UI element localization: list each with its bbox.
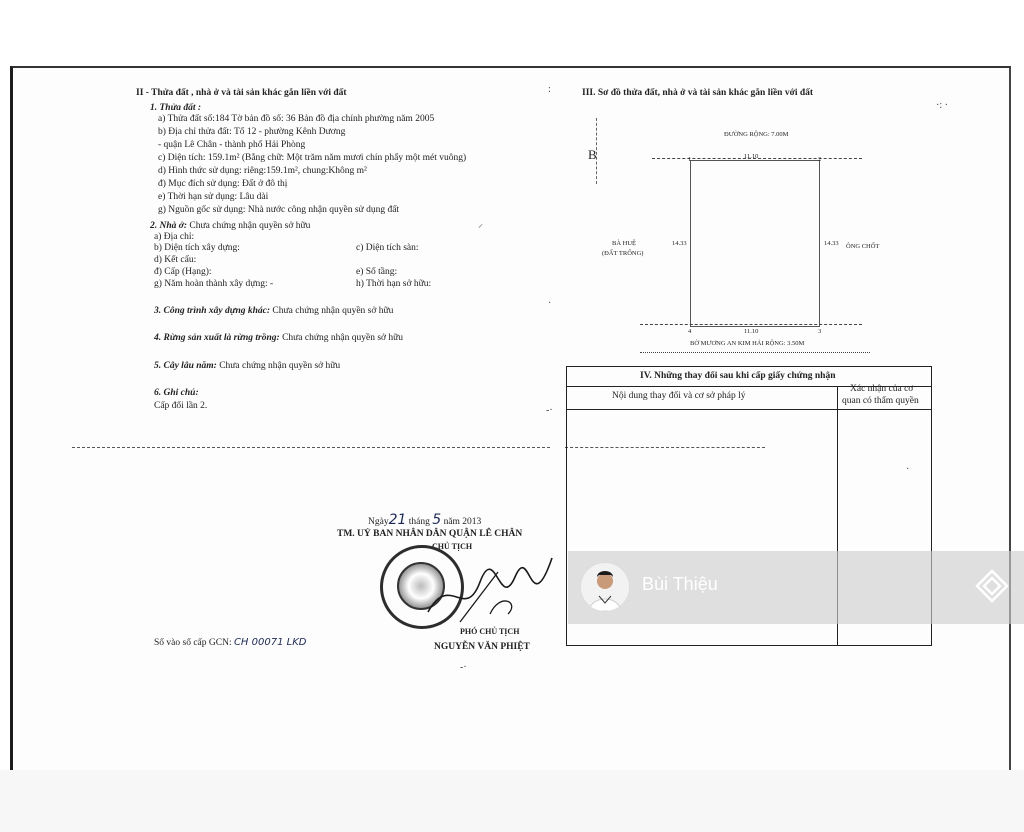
top-margin bbox=[0, 0, 1024, 64]
scan-speck: · bbox=[548, 298, 552, 309]
bottom-margin bbox=[0, 770, 1024, 832]
land-g: g) Nguồn gốc sử dụng: Nhà nước công nhận quyền sử dụng đất bbox=[158, 205, 400, 215]
house-c: c) Diện tích sàn: bbox=[356, 243, 419, 253]
house-dd: đ) Cấp (Hạng): bbox=[154, 267, 212, 277]
item-4-heading: 4. Rừng sản xuất là rừng trồng: bbox=[154, 333, 280, 343]
house-d: d) Kết cấu: bbox=[154, 255, 197, 265]
section-3-title: III. Sơ đồ thửa đất, nhà ở và tài sản khác gắn liền với đất bbox=[582, 88, 814, 98]
uploader-overlay-bar bbox=[568, 551, 1024, 624]
item-5-text: Chưa chứng nhận quyền sở hữu bbox=[219, 361, 341, 371]
sign-date bbox=[368, 512, 482, 528]
item-5-heading: 5. Cây lâu năm: bbox=[154, 361, 217, 371]
section-2-title: II - Thửa đất , nhà ở và tài sản khác gắn liền với đất bbox=[136, 88, 347, 98]
divider-left bbox=[72, 447, 550, 448]
bottom-road-edge bbox=[640, 352, 870, 353]
brand-logo-icon bbox=[974, 568, 1010, 604]
house-heading: 2. Nhà ở: bbox=[150, 221, 188, 231]
sign-org: TM. UỶ BAN NHÂN DÂN QUẬN LÊ CHÂN bbox=[337, 529, 523, 539]
scan-speck: ⸝ bbox=[478, 219, 483, 230]
house-e: e) Số tầng: bbox=[356, 267, 398, 277]
top-length: 11.10 bbox=[744, 153, 759, 160]
changes-col-confirm-1: Xác nhận của cơ bbox=[850, 384, 914, 394]
item-5-line bbox=[154, 361, 340, 372]
date-month: 5 bbox=[432, 512, 442, 528]
registry-label: Số vào sổ cấp GCN: bbox=[154, 638, 232, 648]
land-dd: đ) Mục đích sử dụng: Đất ở đô thị bbox=[158, 179, 288, 189]
bottom-road-line bbox=[640, 324, 862, 325]
corner-4: 4 bbox=[688, 328, 692, 335]
land-a: a) Thửa đất số:184 Tờ bản đồ số: 36 Bản đồ địa chính phường năm 2005 bbox=[158, 114, 435, 124]
right-length: 14.33 bbox=[824, 240, 839, 247]
scan-speck: ·: · bbox=[936, 100, 948, 111]
item-3-text: Chưa chứng nhận quyền sở hữu bbox=[272, 306, 394, 316]
sign-name: NGUYỄN VĂN PHIỆT bbox=[434, 642, 530, 652]
sign-org-sub: CHỦ TỊCH bbox=[432, 542, 473, 551]
month-label: tháng bbox=[408, 517, 430, 527]
changes-col-content: Nội dung thay đổi và cơ sở pháp lý bbox=[612, 391, 746, 401]
uploader-name[interactable]: Bùi Thiệu bbox=[642, 574, 718, 594]
right-neighbor: ÔNG CHỐT bbox=[846, 243, 880, 250]
item-4-text: Chưa chứng nhận quyền sở hữu bbox=[282, 333, 404, 343]
land-c: c) Diện tích: 159.1m² (Bằng chữ: Một trăm năm mươi chín phẩy một mét vuông) bbox=[158, 153, 467, 163]
date-prefix: Ngày bbox=[368, 517, 389, 527]
top-road-label: ĐƯỜNG RỘNG: 7.00M bbox=[724, 131, 789, 138]
scan-speck: -· bbox=[546, 405, 553, 416]
left-length: 14.33 bbox=[672, 240, 687, 247]
corner-3: 3 bbox=[818, 328, 822, 335]
north-arrow-line bbox=[596, 118, 597, 184]
land-heading: 1. Thửa đất : bbox=[150, 103, 202, 113]
uploader-avatar[interactable] bbox=[580, 562, 630, 612]
land-b2: - quận Lê Chân - thành phố Hải Phòng bbox=[158, 140, 306, 150]
date-day: 21 bbox=[388, 512, 407, 528]
changes-col-confirm-2: quan có thẩm quyền bbox=[842, 396, 919, 406]
land-e: e) Thời hạn sử dụng: Lâu dài bbox=[158, 192, 269, 202]
left-neighbor: BÀ HUỆ bbox=[612, 240, 637, 247]
registry-number: CH 00071 LKD bbox=[233, 637, 307, 648]
north-arrow-label: B bbox=[588, 147, 597, 162]
land-b1: b) Địa chỉ thửa đất: Tổ 12 - phường Kênh Dương bbox=[158, 127, 346, 137]
registry-line bbox=[154, 637, 306, 649]
signature-scribble bbox=[420, 552, 560, 632]
bottom-road-label: BỜ MƯƠNG AN KIM HẢI RỘNG: 3.50M bbox=[690, 340, 805, 347]
corner-2: 2 bbox=[818, 156, 822, 163]
left-neighbor-sub: (ĐẤT TRỐNG) bbox=[602, 250, 644, 257]
house-b: b) Diện tích xây dựng: bbox=[154, 243, 240, 253]
changes-title: IV. Những thay đổi sau khi cấp giấy chứng nhận bbox=[640, 371, 836, 381]
house-a: a) Địa chỉ: bbox=[154, 232, 195, 242]
house-status: Chưa chứng nhận quyền sở hữu bbox=[189, 221, 311, 231]
avatar-portrait bbox=[581, 563, 629, 611]
year-label: năm 2013 bbox=[443, 517, 482, 527]
notes-text: Cấp đổi lần 2. bbox=[154, 401, 208, 411]
changes-header-rule bbox=[567, 409, 931, 410]
bottom-length: 11.10 bbox=[744, 328, 759, 335]
land-parcel bbox=[690, 160, 820, 327]
item-3-heading: 3. Công trình xây dựng khác: bbox=[154, 306, 271, 316]
sign-position: PHÓ CHỦ TỊCH bbox=[460, 627, 520, 636]
scan-speck: · bbox=[906, 464, 910, 475]
corner-1: 1 bbox=[688, 156, 692, 163]
scan-speck: : bbox=[548, 84, 551, 95]
item-3-line bbox=[154, 306, 393, 317]
house-heading-line bbox=[150, 221, 310, 232]
notes-heading: 6. Ghi chú: bbox=[154, 388, 199, 398]
house-g: g) Năm hoàn thành xây dựng: - bbox=[154, 279, 274, 289]
land-d: d) Hình thức sử dụng: riêng:159.1m², chung:Không m² bbox=[158, 166, 367, 176]
house-h: h) Thời hạn sở hữu: bbox=[356, 279, 432, 289]
scan-speck: -· bbox=[460, 662, 467, 673]
item-4-line bbox=[154, 333, 403, 344]
